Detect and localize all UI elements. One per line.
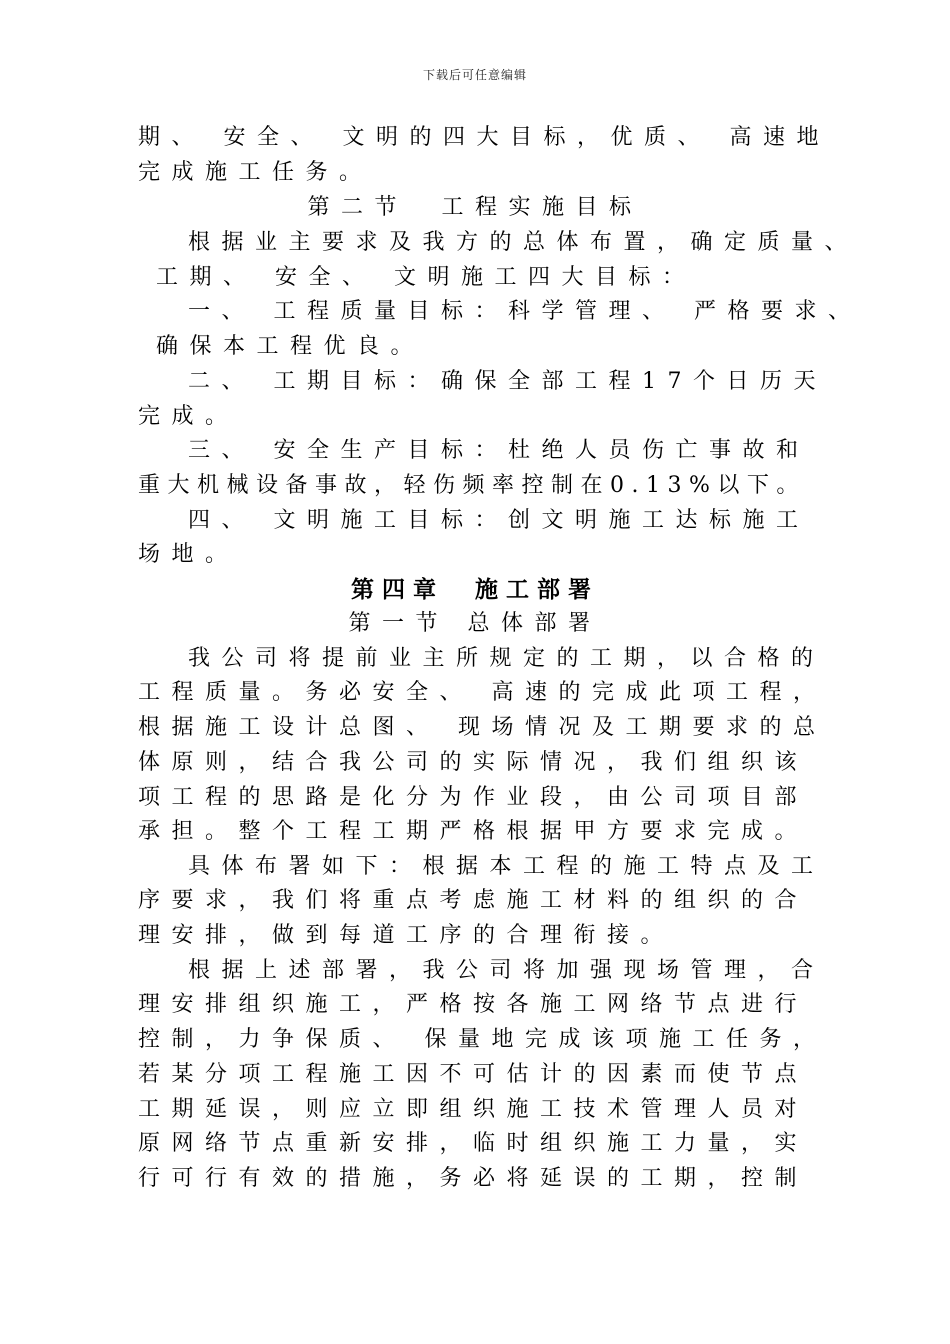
body-line: 三、 安全生产目标：杜绝人员伤亡事故和 [188,438,810,463]
body-line: 根据业主要求及我方的总体布置，确定质量、 [188,230,859,255]
section-heading: 第二节 工程实施目标 [307,195,643,220]
body-line: 根据施工设计总图、 现场情况及工期要求的总 [138,715,827,740]
section-heading: 第一节 总体部署 [348,611,602,636]
body-line: 工期延误，则应立即组织施工技术管理人员对 [138,1097,809,1122]
body-line: 理安排组织施工，严格按各施工网络节点进行 [138,992,809,1017]
body-line: 项工程的思路是化分为作业段，由公司项目部 [138,785,809,810]
body-line: 序要求，我们将重点考虑施工材料的组织的合 [138,888,809,913]
body-line: 完成。 [138,404,239,429]
body-line: 体原则，结合我公司的实际情况，我们组织该 [138,750,809,775]
body-line: 四、 文明施工目标：创文明施工达标施工 [188,508,810,533]
body-line: 若某分项工程施工因不可估计的因素而使节点 [138,1062,809,1087]
body-line: 承担。整个工程工期严格根据甲方要求完成。 [138,819,809,844]
body-line: 工期、 安全、 文明施工四大目标： [156,265,696,290]
body-line: 具体布署如下：根据本工程的施工特点及工 [188,854,825,879]
body-line: 根据上述部署，我公司将加强现场管理，合 [188,958,825,983]
body-line: 一、 工程质量目标：科学管理、 严格要求、 [188,299,862,324]
body-line: 理安排，做到每道工序的合理衔接。 [138,923,675,948]
body-line: 重大机械设备事故，轻伤频率控制在0.13%以下。 [138,473,806,498]
page-header: 下载后可任意编辑 [422,68,527,82]
body-line: 场地。 [138,542,239,567]
body-line: 二、 工期目标：确保全部工程17个日历天 [188,369,827,394]
body-line: 我公司将提前业主所规定的工期，以合格的 [188,646,825,671]
body-line: 完成施工任务。 [138,160,373,185]
body-line: 工程质量。务必安全、 高速的完成此项工程， [138,680,827,705]
body-line: 确保本工程优良。 [156,334,425,359]
body-line: 原网络节点重新安排，临时组织施工力量，实 [138,1131,809,1156]
chapter-heading: 第四章 施工部署 [351,577,599,603]
body-line: 控制，力争保质、 保量地完成该项施工任务， [138,1027,827,1052]
body-line: 期、 安全、 文明的四大目标，优质、 高速地 [138,125,830,150]
body-line: 行可行有效的措施，务必将延误的工期，控制 [138,1166,809,1191]
